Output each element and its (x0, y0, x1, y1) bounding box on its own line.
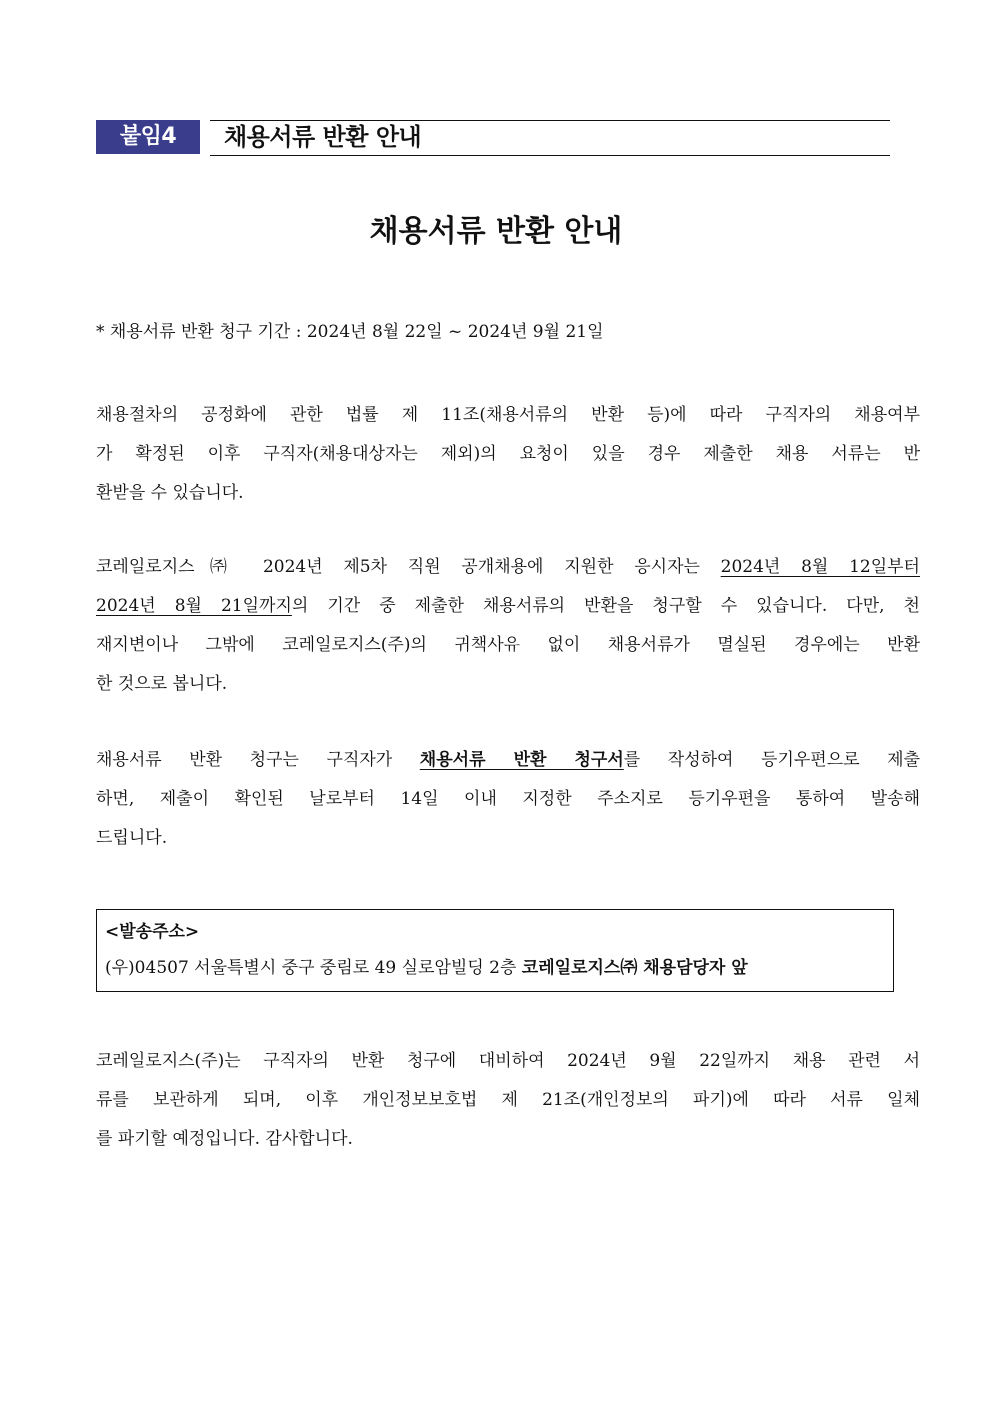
paragraph-line: 가 확정된 이후 구직자(채용대상자는 제외)의 요청이 있을 경우 제출한 채용 서류는 반 (96, 444, 920, 464)
address-label: <발송주소> (105, 922, 200, 942)
paragraph-text: 코레일로지스㈜ 2024년 제5차 직원 공개채용에 지원한 응시자는 (96, 557, 721, 577)
paragraph-text: 를 작성하여 등기우편으로 제출 (623, 750, 920, 770)
paragraph-retention (96, 1042, 920, 1159)
paragraph-legal-basis (96, 396, 920, 513)
paragraph-line: 채용절차의 공정화에 관한 법률 제 11조(채용서류의 반환 등)에 따라 구직자의 채용여부 (96, 405, 920, 425)
paragraph-line: 류를 보관하게 되며, 이후 개인정보보호법 제 21조(개인정보의 파기)에 따라 서류 일체 (96, 1090, 920, 1110)
document-title: 채용서류 반환 안내 (369, 214, 623, 249)
paragraph-line: 재지변이나 그밖에 코레일로지스(주)의 귀책사유 없이 채용서류가 멸실된 경우에는 반환 (96, 635, 920, 655)
address-line (105, 950, 893, 986)
address-text: (우)04507 서울특별시 중구 중림로 49 실로암빌딩 2층 (105, 958, 522, 978)
paragraph-line: 드립니다. (96, 828, 168, 848)
return-period: * 채용서류 반환 청구 기간 : 2024년 8월 22일 ~ 2024년 9월 21일 (96, 322, 604, 342)
attachment-header (96, 120, 890, 156)
paragraph-line (96, 587, 920, 626)
mailing-address-box (96, 909, 894, 992)
paragraph-line: 한 것으로 봅니다. (96, 674, 228, 694)
paragraph-request-method (96, 741, 920, 858)
paragraph-line: 코레일로지스(주)는 구직자의 반환 청구에 대비하여 2024년 9월 22일까지 채용 관련 서 (96, 1051, 920, 1071)
paragraph-line: 하면, 제출이 확인된 날로부터 14일 이내 지정한 주소지로 등기우편을 통하여 발송해 (96, 789, 920, 809)
paragraph-text: 의 기간 중 제출한 채용서류의 반환을 청구할 수 있습니다. 다만, 천 (291, 596, 920, 616)
paragraph-line (96, 741, 920, 780)
request-end-date: 2024년 8월 21일까지 (96, 596, 292, 616)
address-recipient: 코레일로지스㈜ 채용담당자 앞 (521, 958, 748, 978)
paragraph-line: 를 파기할 예정입니다. 감사합니다. (96, 1129, 353, 1149)
header-title: 채용서류 반환 안내 (224, 123, 422, 151)
paragraph-line (96, 548, 920, 587)
paragraph-text: 채용서류 반환 청구는 구직자가 (96, 750, 420, 770)
paragraph-line: 환받을 수 있습니다. (96, 483, 244, 503)
request-start-date: 2024년 8월 12일부터 (720, 557, 920, 577)
request-form-name: 채용서류 반환 청구서 (419, 750, 624, 770)
attachment-badge: 붙임4 (96, 120, 200, 154)
paragraph-request-period (96, 548, 920, 704)
header-title-box (210, 120, 890, 156)
